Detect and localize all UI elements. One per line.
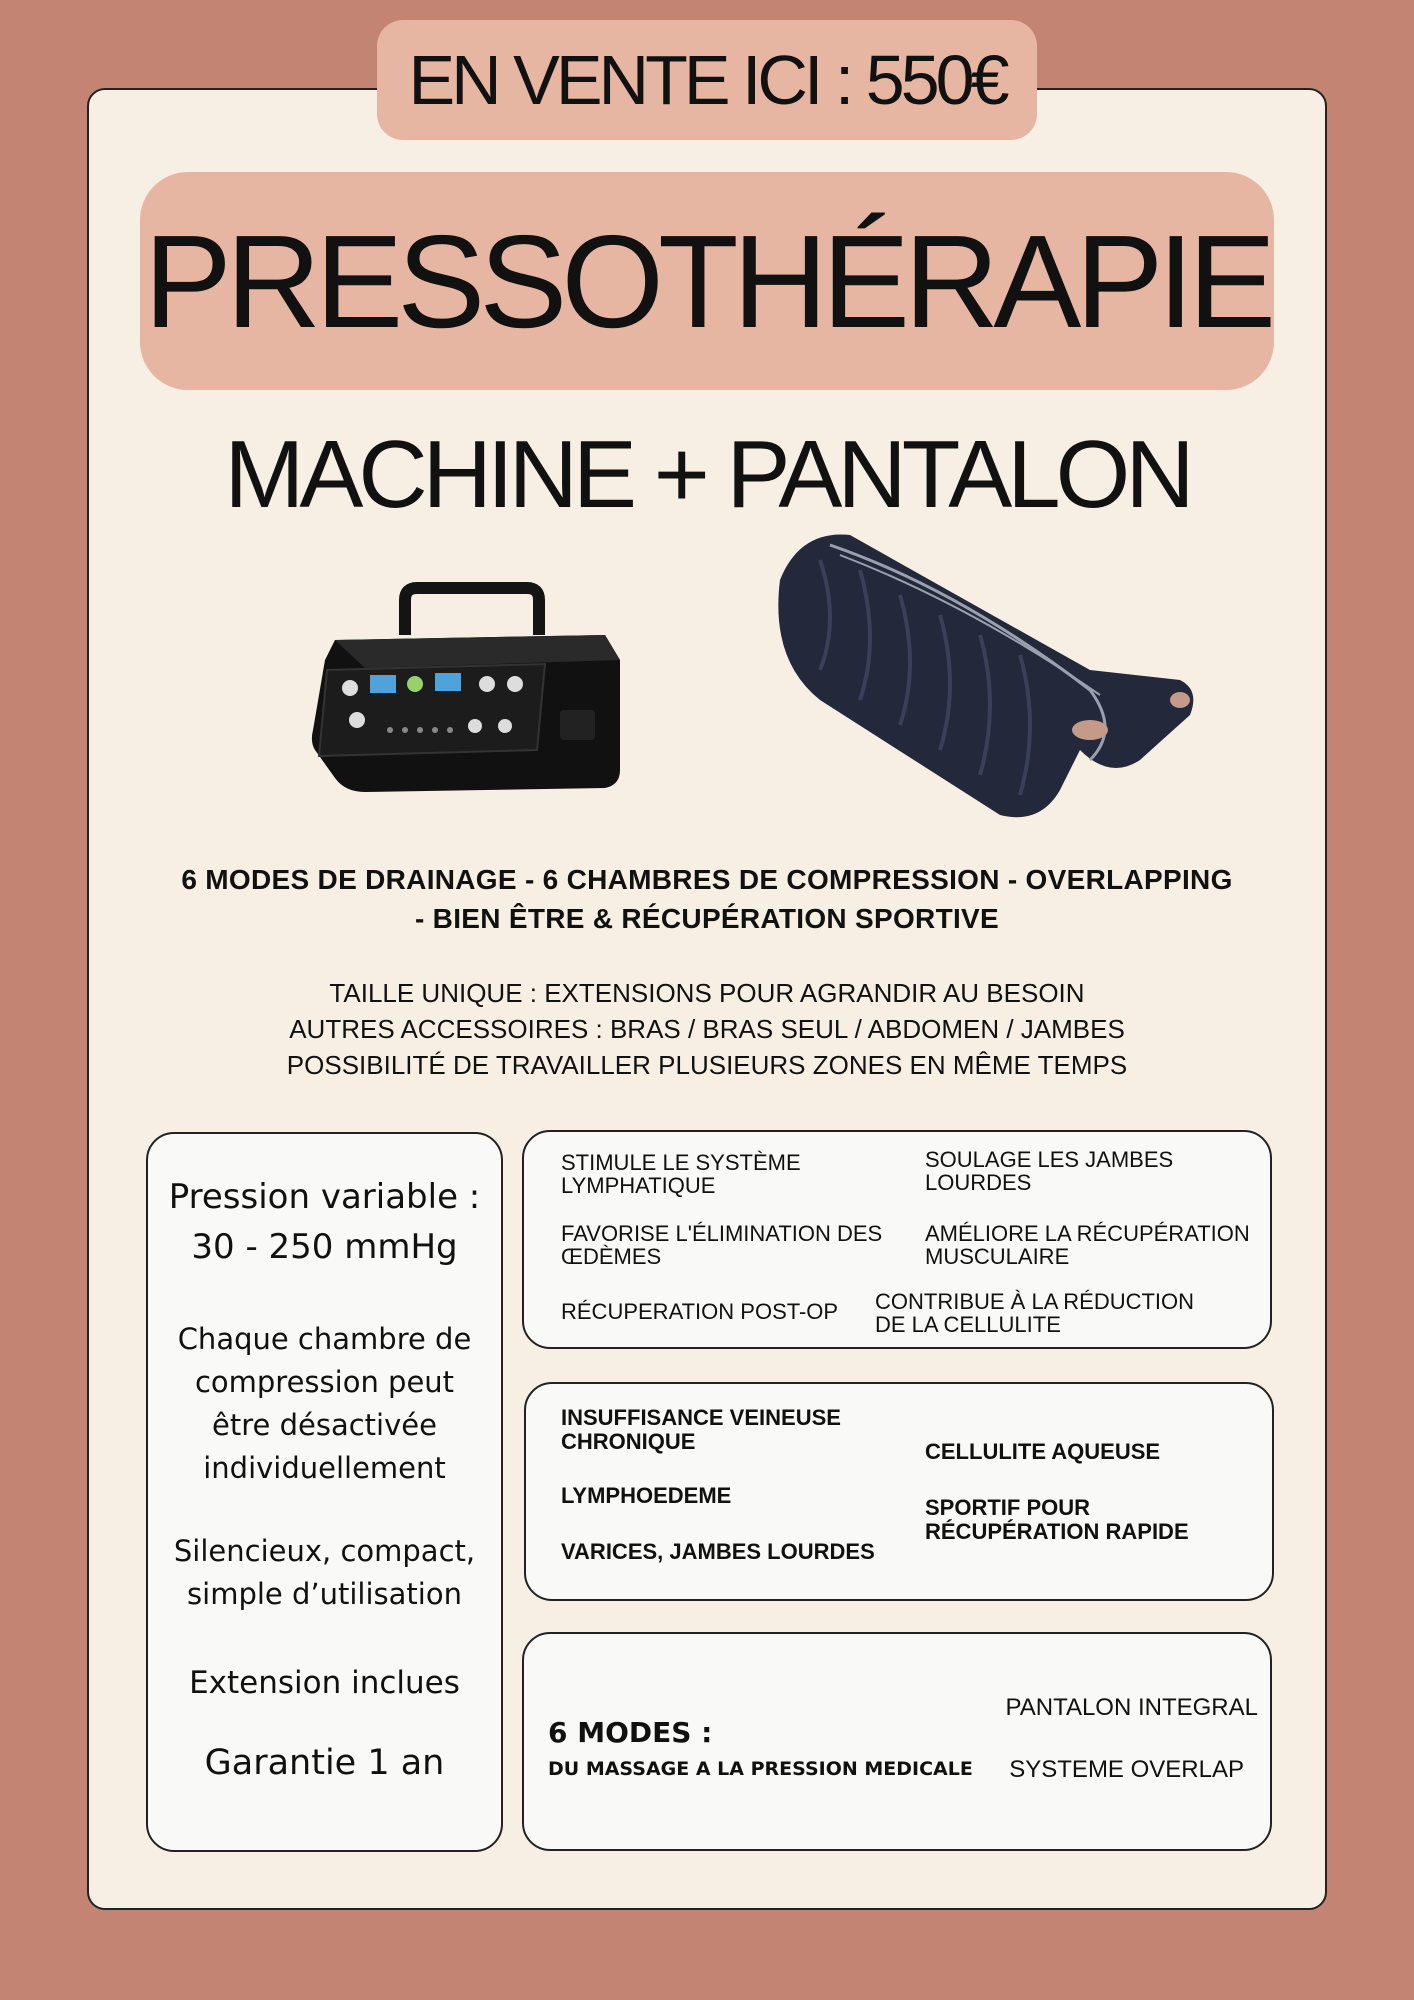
indication-line: CHRONIQUE (561, 1429, 696, 1454)
benefits-box (522, 1130, 1272, 1349)
mode-item: PANTALON INTEGRAL (1005, 1694, 1258, 1721)
benefit-line: FAVORISE L'ÉLIMINATION DES (561, 1221, 883, 1246)
spec-line: être désactivée (212, 1408, 437, 1442)
extension-spec: Extension inclues (189, 1665, 460, 1701)
features-headline (120, 860, 1294, 938)
machine-image (305, 580, 635, 805)
warranty-spec: Garantie 1 an (204, 1743, 445, 1783)
info-line: AUTRES ACCESSOIRES : BRAS / BRAS SEUL / ABDOMEN / JAMBES (289, 1014, 1125, 1044)
spec-line: Chaque chambre de (177, 1322, 472, 1356)
benefit-line: MUSCULAIRE (925, 1244, 1070, 1269)
mode-item: SYSTEME OVERLAP (1009, 1756, 1244, 1783)
usability-spec (158, 1530, 491, 1616)
specs-box (146, 1132, 503, 1852)
chamber-spec (158, 1318, 491, 1490)
benefit-item (561, 1222, 882, 1268)
title-banner (140, 172, 1274, 390)
pants-image (760, 530, 1205, 820)
indication-line: INSUFFISANCE VEINEUSE (561, 1405, 841, 1430)
spec-line: compression peut (194, 1365, 455, 1399)
indication-item: LYMPHOEDEME (561, 1483, 732, 1508)
benefit-line: CONTRIBUE À LA RÉDUCTION (875, 1289, 1195, 1314)
indication-line: SPORTIF POUR (925, 1495, 1091, 1520)
price-text: EN VENTE ICI : 550€ (408, 41, 1006, 119)
benefit-item (561, 1151, 801, 1197)
benefit-line: SOULAGE LES JAMBES (925, 1147, 1174, 1172)
modes-title: 6 MODES : (548, 1716, 713, 1749)
indication-item: VARICES, JAMBES LOURDES (561, 1539, 875, 1564)
benefit-item (925, 1222, 1250, 1268)
indication-line: RÉCUPÉRATION RAPIDE (925, 1519, 1189, 1544)
benefit-line: LOURDES (925, 1170, 1032, 1195)
price-banner (377, 20, 1037, 140)
pressure-label: Pression variable : (168, 1177, 481, 1217)
features-line: - BIEN ÊTRE & RÉCUPÉRATION SPORTIVE (414, 903, 1000, 934)
modes-box (522, 1632, 1272, 1851)
indications-box (524, 1382, 1274, 1601)
spec-line: simple d’utilisation (187, 1577, 462, 1611)
subtitle: MACHINE + PANTALON (224, 421, 1190, 528)
features-line: 6 MODES DE DRAINAGE - 6 CHAMBRES DE COMPRESSION - OVERLAPPING (181, 864, 1233, 895)
pressure-spec (158, 1172, 491, 1272)
benefit-item: RÉCUPERATION POST-OP (561, 1299, 839, 1324)
info-block (120, 975, 1294, 1083)
pressure-value: 30 - 250 mmHg (191, 1227, 458, 1267)
info-line: POSSIBILITÉ DE TRAVAILLER PLUSIEURS ZONES EN MÊME TEMPS (286, 1050, 1128, 1080)
benefit-line: ŒDÈMES (561, 1244, 662, 1269)
indication-item: CELLULITE AQUEUSE (925, 1439, 1161, 1464)
benefit-line: STIMULE LE SYSTÈME (561, 1150, 801, 1175)
info-line: TAILLE UNIQUE : EXTENSIONS POUR AGRANDIR AU BESOIN (329, 978, 1085, 1008)
indication-item (925, 1496, 1189, 1544)
page-title: PRESSOTHÉRAPIE (143, 207, 1271, 355)
indication-item (561, 1406, 841, 1454)
benefit-line: LYMPHATIQUE (561, 1173, 716, 1198)
benefit-item (925, 1148, 1173, 1194)
modes-subtitle: DU MASSAGE A LA PRESSION MEDICALE (548, 1758, 973, 1780)
spec-line: Silencieux, compact, (173, 1534, 476, 1568)
spec-line: individuellement (203, 1451, 446, 1485)
benefit-item (875, 1290, 1194, 1336)
benefit-line: AMÉLIORE LA RÉCUPÉRATION (925, 1221, 1250, 1246)
benefit-line: DE LA CELLULITE (875, 1312, 1061, 1337)
